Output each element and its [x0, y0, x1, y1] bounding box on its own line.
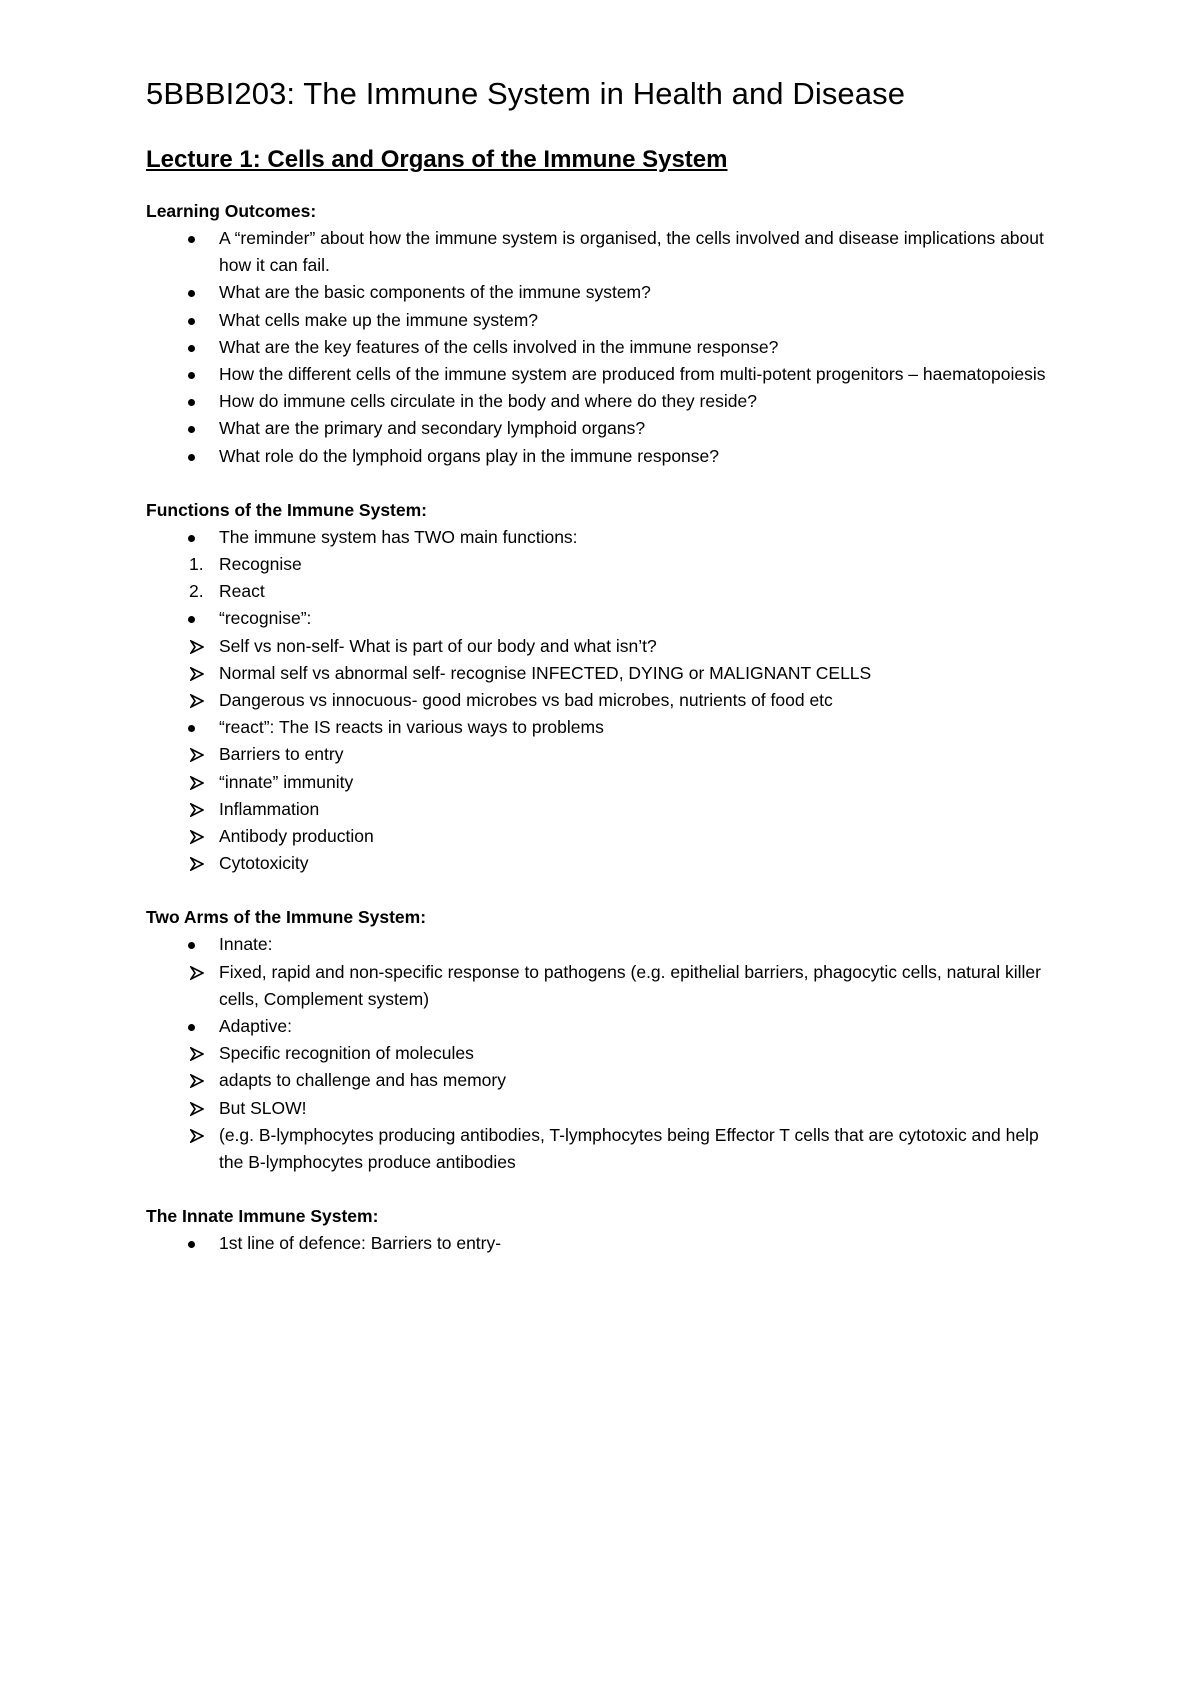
sub-list-item: Barriers to entry: [146, 741, 1066, 768]
sub-list-item: Self vs non-self- What is part of our body and what isn’t?: [146, 633, 1066, 660]
functions-heading: Functions of the Immune System:: [146, 499, 427, 520]
list-item: What are the basic components of the immune system?: [146, 279, 1066, 306]
innate-subitems: [146, 959, 1066, 1013]
list-item: The immune system has TWO main functions:: [146, 524, 1066, 551]
react-subitems: [146, 741, 1066, 877]
learning-outcomes-list: [146, 225, 1066, 470]
list-item: “recognise”:: [146, 605, 1066, 632]
recognise-subitems: [146, 633, 1066, 715]
arrowhead-bullet-icon: [190, 1102, 204, 1116]
arrowhead-bullet-icon: [190, 1047, 204, 1061]
bullet-icon: [188, 454, 195, 461]
bullet-icon: [188, 399, 195, 406]
two-arms-heading: Two Arms of the Immune System:: [146, 907, 427, 928]
functions-numbered-list: [146, 551, 1066, 605]
innate-list: [146, 931, 1066, 958]
sub-list-item: Inflammation: [146, 796, 1066, 823]
bullet-icon: [188, 1024, 195, 1031]
arrowhead-bullet-icon: [190, 966, 204, 980]
sub-list-item: (e.g. B-lymphocytes producing antibodies, T-lymphocytes being Effector T cells that are cytotoxic and help the B-lymphocytes produce antibodies: [146, 1122, 1066, 1176]
numbered-item: 1. Recognise: [189, 554, 302, 575]
arrowhead-bullet-icon: [190, 694, 204, 708]
bullet-icon: [188, 942, 195, 949]
arrowhead-bullet-icon: [190, 830, 204, 844]
bullet-icon: [188, 236, 195, 243]
list-item: “react”: The IS reacts in various ways to problems: [146, 714, 1066, 741]
innate-system-heading: The Innate Immune System:: [146, 1206, 379, 1227]
list-item: 1st line of defence: Barriers to entry-: [146, 1230, 1066, 1257]
list-item: How the different cells of the immune system are produced from multi-potent progenitors – haematopoiesis: [146, 361, 1066, 388]
bullet-icon: [188, 290, 195, 297]
list-item: What are the primary and secondary lymphoid organs?: [146, 415, 1066, 442]
bullet-icon: [188, 426, 195, 433]
arrowhead-bullet-icon: [190, 640, 204, 654]
arrowhead-bullet-icon: [190, 857, 204, 871]
list-item: Innate:: [146, 931, 1066, 958]
arrowhead-bullet-icon: [190, 1129, 204, 1143]
list-item: How do immune cells circulate in the body and where do they reside?: [146, 388, 1066, 415]
functions-list: [146, 524, 1066, 551]
lecture-title: Lecture 1: Cells and Organs of the Immune System: [146, 146, 728, 173]
bullet-icon: [188, 318, 195, 325]
innate-system-list: [146, 1230, 1066, 1257]
sub-list-item: Fixed, rapid and non-specific response to pathogens (e.g. epithelial barriers, phagocytic cells, natural killer cells, Complement system): [146, 959, 1066, 1013]
sub-list-item: “innate” immunity: [146, 769, 1066, 796]
sub-list-item: Specific recognition of molecules: [146, 1040, 1066, 1067]
numbered-item: 2. React: [189, 581, 265, 602]
bullet-icon: [188, 345, 195, 352]
list-item: What role do the lymphoid organs play in the immune response?: [146, 443, 1066, 470]
react-list: [146, 714, 1066, 741]
list-item: A “reminder” about how the immune system is organised, the cells involved and disease implications about how it can fail.: [146, 225, 1066, 279]
sub-list-item: But SLOW!: [146, 1095, 1066, 1122]
document-page: [146, 74, 1066, 1258]
adaptive-list: [146, 1013, 1066, 1040]
arrowhead-bullet-icon: [190, 776, 204, 790]
list-item: What cells make up the immune system?: [146, 307, 1066, 334]
learning-outcomes-heading: Learning Outcomes:: [146, 201, 317, 221]
document-title: 5BBBI203: The Immune System in Health and Disease: [146, 76, 906, 111]
sub-list-item: Dangerous vs innocuous- good microbes vs bad microbes, nutrients of food etc: [146, 687, 1066, 714]
arrowhead-bullet-icon: [190, 1074, 204, 1088]
list-item: Adaptive:: [146, 1013, 1066, 1040]
arrowhead-bullet-icon: [190, 748, 204, 762]
list-item: What are the key features of the cells involved in the immune response?: [146, 334, 1066, 361]
sub-list-item: Normal self vs abnormal self- recognise INFECTED, DYING or MALIGNANT CELLS: [146, 660, 1066, 687]
arrowhead-bullet-icon: [190, 667, 204, 681]
bullet-icon: [188, 372, 195, 379]
bullet-icon: [188, 725, 195, 732]
arrowhead-bullet-icon: [190, 803, 204, 817]
bullet-icon: [188, 616, 195, 623]
sub-list-item: Antibody production: [146, 823, 1066, 850]
sub-list-item: adapts to challenge and has memory: [146, 1067, 1066, 1094]
bullet-icon: [188, 1241, 195, 1248]
recognise-list: [146, 605, 1066, 632]
sub-list-item: Cytotoxicity: [146, 850, 1066, 877]
bullet-icon: [188, 535, 195, 542]
adaptive-subitems: [146, 1040, 1066, 1176]
